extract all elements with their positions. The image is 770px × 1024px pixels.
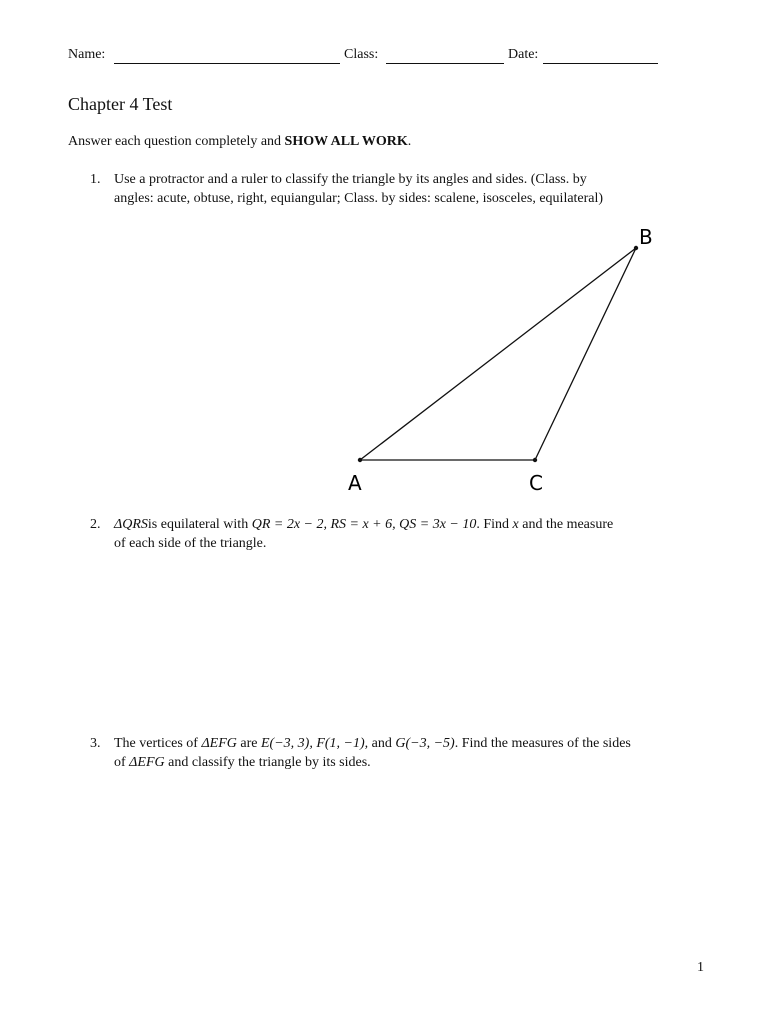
triangle-name: ΔEFG: [129, 755, 165, 770]
vertex-a-point: [358, 458, 362, 462]
question-text: The vertices of: [114, 736, 202, 751]
question-number: 1.: [90, 172, 101, 187]
vertex-b-point: [634, 246, 638, 250]
question-text: and classify the triangle by its sides.: [164, 755, 371, 770]
instructions-end: .: [407, 134, 412, 149]
question-text: and: [368, 736, 396, 751]
page-title: Chapter 4 Test: [68, 94, 173, 114]
question-number: 3.: [90, 736, 101, 751]
question-text: is equilateral with: [147, 517, 252, 532]
name-label: Name:: [68, 47, 106, 62]
question-text-line: [114, 515, 710, 534]
vertex-b-label: B: [639, 225, 653, 249]
question-3: [90, 734, 710, 772]
triangle-name: ΔQRS: [114, 517, 148, 532]
triangle-name: ΔEFG: [201, 736, 237, 751]
vertex-coordinates: E(−3, 3), F(1, −1),: [261, 736, 369, 751]
question-2: [90, 515, 710, 553]
triangle-abc: [360, 248, 636, 460]
side-equations: QR = 2x − 2, RS = x + 6, QS = 3x − 10: [251, 517, 477, 532]
variable: x: [512, 517, 519, 532]
question-text: and the measure: [518, 517, 614, 532]
question-text: . Find: [476, 517, 513, 532]
question-text: . Find the measures of the sides: [454, 736, 631, 751]
date-label: Date:: [508, 47, 539, 62]
vertex-a-label: A: [348, 471, 362, 495]
question-text-line: [114, 734, 710, 753]
instructions-text: Answer each question completely and: [68, 134, 285, 149]
vertex-coordinates: G(−3, −5): [395, 736, 455, 751]
question-text-line: angles: acute, obtuse, right, equiangular; Class. by sides: scalene, isosceles, equilateral): [114, 191, 604, 206]
instructions-emphasis: SHOW ALL WORK: [284, 134, 408, 149]
question-text-line: Use a protractor and a ruler to classify the triangle by its angles and sides. (Class. by: [114, 172, 587, 187]
question-text: of: [114, 755, 130, 770]
vertex-c-point: [533, 458, 537, 462]
question-text-line: of each side of the triangle.: [114, 536, 267, 551]
question-text-line: [114, 753, 710, 772]
question-text: are: [236, 736, 261, 751]
question-number: 2.: [90, 517, 101, 532]
page-number: 1: [697, 960, 704, 975]
vertex-c-label: C: [529, 471, 543, 495]
class-label: Class:: [344, 47, 379, 62]
